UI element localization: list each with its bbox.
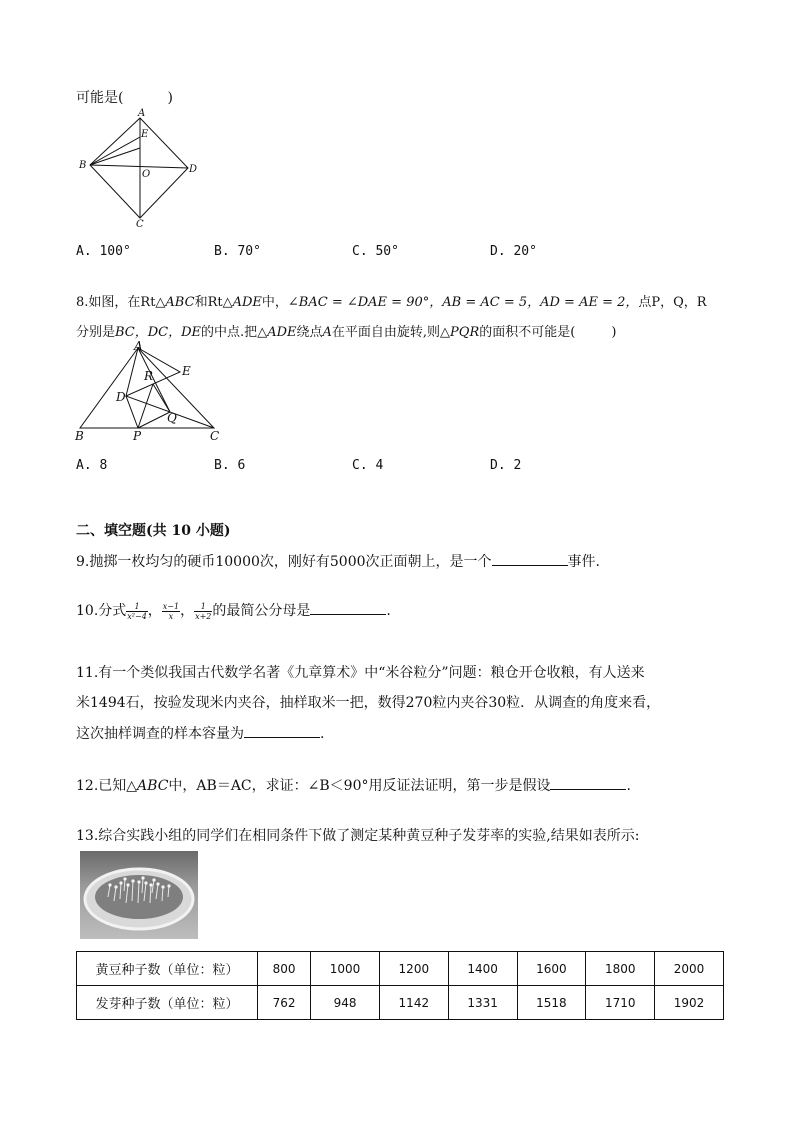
q11-line-1: 11.有一个类似我国古代数学名著《九章算术》中“米谷粒分”问题：粮仓开仓收粮，有人送来 (76, 665, 645, 681)
table-cell: 1518 (517, 986, 586, 1020)
q7-rhombus-figure (76, 108, 206, 228)
q7-label-d: D (189, 164, 198, 175)
q7-label-o: O (142, 169, 151, 180)
q7-option-d: D. 20° (490, 244, 537, 259)
q8-label-b: B (75, 429, 84, 443)
table-cell: 1200 (379, 952, 448, 986)
q8-label-c: C (210, 429, 220, 443)
q8-option-d: D. 2 (490, 458, 522, 473)
table-cell: 1800 (586, 952, 655, 986)
q9-text: 9.抛掷一枚均匀的硬币10000次，刚好有5000次正面朝上，是一个 事件. (76, 551, 600, 572)
table-cell: 1142 (379, 986, 448, 1020)
q12-text: 12.已知△ABC中，AB＝AC，求证：∠B＜90°用反证法证明，第一步是假设 . (76, 775, 631, 796)
q7-question-tail: 可能是( ) (76, 90, 173, 106)
q8-label-q: Q (167, 411, 177, 425)
q8-option-c: C. 4 (352, 458, 384, 473)
q10-answer-blank[interactable] (310, 600, 386, 615)
table-cell: 948 (311, 986, 380, 1020)
table-row (77, 952, 724, 986)
table-cell: 1331 (448, 986, 517, 1020)
q8-label-r: R (144, 369, 154, 383)
q7-label-b: B (79, 160, 87, 171)
q8-option-b: B. 6 (214, 458, 246, 473)
q10-fraction-3: $\frac{1}{x+2}$ (195, 601, 212, 621)
row-label-sprouted: 发芽种子数（单位：粒） (77, 986, 258, 1020)
section-fill-in-title: 二、填空题(共 10 小题) (76, 523, 231, 539)
q7-label-c: C (136, 219, 144, 228)
q8-line-2: 分别是BC，DC，DE的中点.把△ADE绕点A在平面自由旋转,则△PQR的面积不可能是( ) (76, 325, 617, 340)
q7-option-a: A. 100° (76, 244, 131, 259)
q8-option-a: A. 8 (76, 458, 108, 473)
q9-answer-blank[interactable] (492, 551, 568, 566)
q7-label-e: E (141, 129, 149, 140)
q11-line-3: 这次抽样调查的样本容量为 . (76, 723, 324, 744)
bean-sprout-photo (80, 851, 198, 939)
q10-fraction-1: $\frac{1}{\text{x²−4}}$ (127, 601, 147, 621)
q8-label-e: E (182, 364, 191, 378)
table-cell: 1710 (586, 986, 655, 1020)
q10-fraction-2: $\frac{x-1}{x}$ (162, 601, 180, 621)
table-cell: 1902 (655, 986, 724, 1020)
q10-text: 10.分式 $\frac{1}{\text{x²−4}}$ ， $\frac{x-1}{x}$ ， $\frac{1}{x+2}$ 的最简公分母是 . (76, 601, 391, 621)
q12-answer-blank[interactable] (550, 775, 626, 790)
q8-line-1: 8.如图，在Rt△ABC和Rt△ADE中，∠BAC = ∠DAE = 90°，AB = AC = 5，AD = AE = 2，点P，Q，R (76, 295, 707, 310)
q13-text: 13.综合实践小组的同学们在相同条件下做了测定某种黄豆种子发芽率的实验,结果如表所示: (76, 828, 640, 844)
table-cell: 762 (258, 986, 311, 1020)
q8-label-p: P (133, 429, 142, 443)
q11-answer-blank[interactable] (244, 723, 320, 738)
table-cell: 1600 (517, 952, 586, 986)
table-cell: 800 (258, 952, 311, 986)
table-cell: 1400 (448, 952, 517, 986)
row-label-seeds: 黄豆种子数（单位：粒） (77, 952, 258, 986)
q8-label-d: D (116, 390, 126, 404)
table-cell: 2000 (655, 952, 724, 986)
q8-triangle-figure (72, 340, 232, 446)
table-row (77, 986, 724, 1020)
q11-line-2: 米1494石，按验发现米内夹谷，抽样取米一把，数得270粒内夹谷30粒．从调查的角度来看， (76, 695, 661, 711)
q7-option-b: B. 70° (214, 244, 261, 259)
q7-label-a: A (138, 108, 146, 119)
q7-option-c: C. 50° (352, 244, 399, 259)
seed-germination-table (76, 951, 724, 1020)
table-cell: 1000 (311, 952, 380, 986)
q8-label-a: A (134, 340, 143, 353)
